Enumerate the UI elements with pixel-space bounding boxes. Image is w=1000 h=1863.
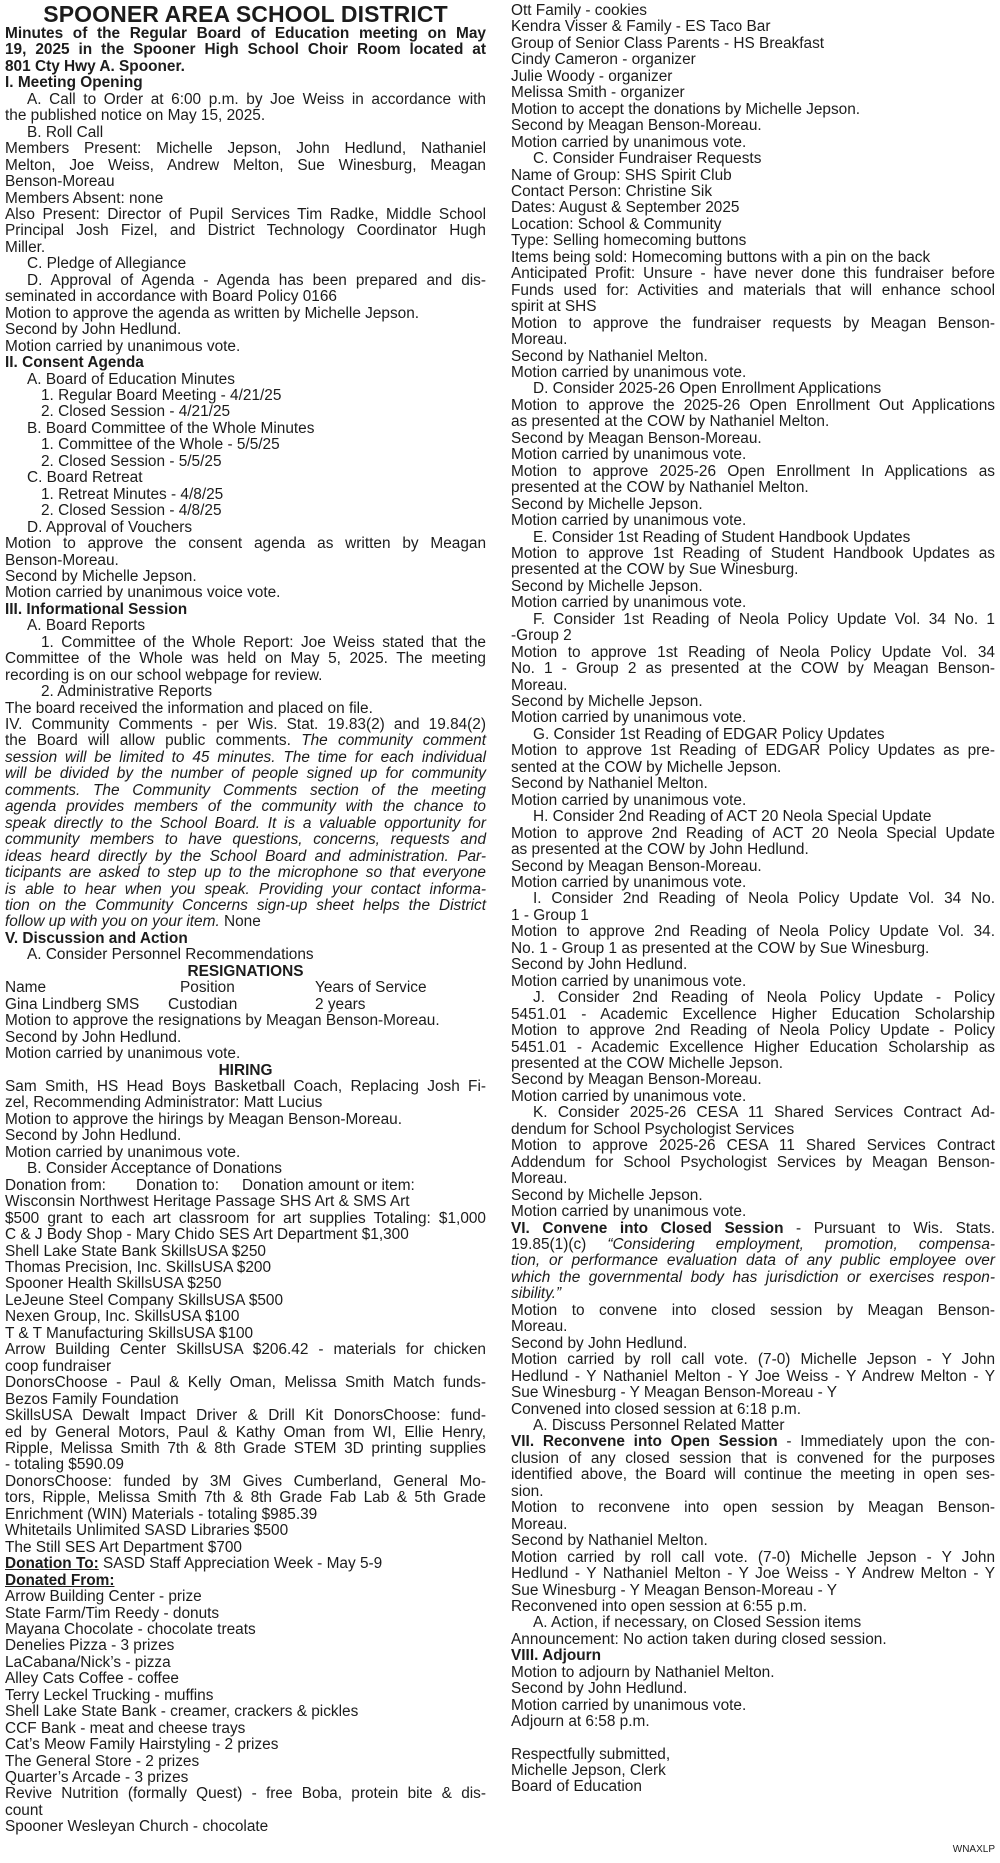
text-line: Kendra Visser & Family - ES Taco Bar [511, 18, 771, 36]
text-line: Second by John Hedlund. [5, 1028, 182, 1046]
text-line: presented at the COW Michelle Jepson. [511, 1055, 784, 1072]
text-line: Motion to approve the agenda as written by Michelle Jepson. [5, 304, 420, 322]
text-span: None [219, 913, 261, 931]
donation-line: C & J Body Shop - Mary Chido SES Art Department $1,300 [5, 1226, 409, 1244]
section-heading: VI. Convene into Closed Session [511, 1219, 784, 1237]
text-line: Motion to approve the fundraiser requests by Meagan Benson- [511, 314, 995, 332]
text-line: 1 - Group 1 [511, 906, 589, 924]
section-heading: III. Informational Session [5, 600, 188, 618]
text-line: Second by Michelle Jepson. [511, 1186, 703, 1204]
text-line: 2. Closed Session - 4/8/25 [41, 502, 222, 520]
text-line: 1. Regular Board Meeting - 4/21/25 [41, 386, 282, 404]
intro-line: 19, 2025 in the Spooner High School Choir Room located at [5, 41, 486, 59]
text-line: Motion carried by unanimous vote. [511, 363, 747, 381]
text-line [5, 1556, 486, 1572]
text-line: B. Consider Acceptance of Donations [27, 1160, 282, 1178]
text-line: C. Board Retreat [27, 469, 143, 487]
subheading-resignations: RESIGNATIONS [187, 962, 304, 980]
text-line: Motion to approve 2nd Reading of Neola Policy Update Vol. 34. [511, 923, 995, 941]
section-heading: VIII. Adjourn [511, 1647, 602, 1665]
text-line: Sue Winesburg - Y Meagan Benson-Moreau - Y [511, 1384, 837, 1402]
text-line: seminated in accordance with Board Policy 0166 [5, 288, 337, 306]
text-line: Moreau. [511, 1515, 568, 1533]
text-line: G. Consider 1st Reading of EDGAR Policy Updates [533, 725, 885, 743]
text-line: Motion carried by unanimous vote. [511, 594, 747, 612]
donation-line: tors, Ripple, Melissa Smith 7th & 8th Grade Fab Lab & 5th Grade [5, 1489, 486, 1507]
text-line: 1. Retreat Minutes - 4/8/25 [41, 485, 224, 503]
text-line: Hedlund - Y Nathaniel Melton - Y Joe Weiss - Y Andrew Melton - Y [511, 1367, 995, 1385]
text-line: Motion to approve the resignations by Meagan Benson-Moreau. [5, 1012, 440, 1030]
text-line: Motion to approve 1st Reading of Neola Policy Update Vol. 34 [511, 643, 995, 661]
donation-line: DonorsChoose: funded by 3M Gives Cumberland, General Mo- [5, 1472, 486, 1490]
text-line: 2. Closed Session - 4/21/25 [41, 403, 231, 421]
donation-line: LeJeune Steel Company SkillsUSA $500 [5, 1291, 284, 1309]
text-line: 5451.01 - Academic Excellence Higher Education Scholarship [511, 1005, 995, 1023]
text-line: The board received the information and placed on file. [5, 699, 373, 717]
text-line: Location: School & Community [511, 215, 722, 233]
donor-line: Revive Nutrition (formally Quest) - free Boba, protein bite & dis- [5, 1785, 486, 1803]
text-line: I. Consider 2nd Reading of Neola Policy Update Vol. 34 No. [533, 890, 995, 908]
text-line: No. 1 - Group 2 as presented at the COW by Meagan Benson- [511, 660, 995, 678]
text-line: A. Consider Personnel Recommendations [27, 946, 314, 964]
text-line: Second by Michelle Jepson. [511, 693, 703, 711]
text-line: J. Consider 2nd Reading of Neola Policy Update - Policy [533, 989, 995, 1007]
text-line: E. Consider 1st Reading of Student Handbook Updates [533, 528, 911, 546]
text-line: Motion carried by unanimous vote. [511, 709, 747, 727]
text-line: Adjourn at 6:58 p.m. [511, 1713, 650, 1731]
donation-line: Nexen Group, Inc. SkillsUSA $100 [5, 1308, 240, 1326]
text-line: Motion to adjourn by Nathaniel Melton. [511, 1663, 775, 1681]
text-line: Benson-Moreau [5, 173, 115, 191]
italic-line: ticipants are asked to step up to the microphone so that everyone [5, 864, 486, 882]
text-line: Board of Education [511, 1778, 642, 1796]
text-line: 2. Administrative Reports [41, 683, 213, 701]
text-line: C. Pledge of Allegiance [27, 255, 187, 273]
text-span: - Immediately upon the con- [777, 1433, 995, 1451]
donation-header-row [5, 1178, 486, 1194]
text-line: Sue Winesburg - Y Meagan Benson-Moreau - Y [511, 1581, 837, 1599]
italic-line: comments. The Community Comments section of the meeting [5, 781, 486, 799]
text-line: A. Board of Education Minutes [27, 370, 235, 388]
text-line: F. Consider 1st Reading of Neola Policy Update Vol. 34 No. 1 [533, 610, 995, 628]
text-line: Funds used for: Activities and materials that will enhance school [511, 281, 995, 299]
section-heading: I. Meeting Opening [5, 74, 143, 92]
text-line: 1. Committee of the Whole Report: Joe Weiss stated that the [41, 633, 486, 651]
text-line: Second by Michelle Jepson. [511, 495, 703, 513]
col-donation-to: Donation to: [136, 1176, 219, 1194]
donor-line: Arrow Building Center - prize [5, 1588, 202, 1606]
text-line: Convened into closed session at 6:18 p.m. [511, 1400, 802, 1418]
italic-line: speak directly to the School Board. It is a valuable opportunity for [5, 814, 486, 832]
text-line: sion. [511, 1482, 544, 1500]
text-line: Motion to reconvene into open session by Meagan Benson- [511, 1499, 995, 1517]
text-line: Second by Meagan Benson-Moreau. [511, 1071, 762, 1089]
text-line: Second by John Hedlund. [511, 1680, 688, 1698]
text-line: Motion carried by roll call vote. (7-0) Michelle Jepson - Y John [511, 1548, 995, 1566]
donor-line: Cat’s Meow Family Hairstyling - 2 prizes [5, 1736, 279, 1754]
italic-span: The community comment [301, 732, 486, 750]
donation-line: Enrichment (WIN) Materials - totaling $985.39 [5, 1505, 318, 1523]
text-line: K. Consider 2025-26 CESA 11 Shared Services Contract Ad- [533, 1104, 995, 1122]
text-line: Motion to approve 2025-26 Open Enrollment In Applications as [511, 462, 995, 480]
italic-line: will be divided by the number of people signed up for community [5, 765, 486, 783]
text-line: Addendum for School Psychologist Services by Meagan Benson- [511, 1153, 995, 1171]
text-span: 19.85(1)(c) [511, 1235, 608, 1253]
text-line: Motion carried by unanimous voice vote. [5, 584, 281, 602]
text-line: D. Consider 2025-26 Open Enrollment Applications [533, 380, 882, 398]
text-line: Motion carried by unanimous vote. [511, 1696, 747, 1714]
text-line [5, 914, 486, 930]
italic-line: tion on the Community Concerns sign-up sheet helps the District [5, 897, 486, 915]
right-column [511, 3, 995, 1796]
text-line: Michelle Jepson, Clerk [511, 1762, 666, 1780]
donated-from-label: Donated From: [5, 1571, 115, 1589]
text-line: as presented at the COW by Nathaniel Melton. [511, 413, 830, 431]
text-line: Motion to approve 2025-26 CESA 11 Shared Services Contract [511, 1137, 995, 1155]
text-line: IV. Community Comments - per Wis. Stat. 19.83(2) and 19.84(2) [5, 716, 486, 734]
donor-line: Spooner Wesleyan Church - chocolate [5, 1818, 269, 1836]
resignation-row [5, 997, 486, 1013]
text-line [511, 1237, 995, 1253]
text-line: Second by John Hedlund. [5, 1127, 182, 1145]
text-line: which the governmental body has jurisdiction or exercises respon- [511, 1268, 995, 1286]
text-line: Second by Michelle Jepson. [5, 567, 197, 585]
donor-line: count [5, 1801, 43, 1819]
text-line [5, 733, 486, 749]
text-line: Motion carried by unanimous vote. [511, 874, 747, 892]
donor-line: The General Store - 2 prizes [5, 1752, 200, 1770]
text-line: Motion carried by unanimous vote. [5, 1143, 241, 1161]
text-line: Melton, Joe Weiss, Andrew Melton, Sue Winesburg, Meagan [5, 156, 486, 174]
donor-line: CCF Bank - meat and cheese trays [5, 1719, 246, 1737]
cell-position: Custodian [168, 995, 238, 1013]
text-line: Second by Nathaniel Melton. [511, 775, 708, 793]
text-line: Miller. [5, 238, 46, 256]
donation-line: Wisconsin Northwest Heritage Passage SHS Art & SMS Art [5, 1193, 410, 1211]
text-line: Motion to approve 1st Reading of EDGAR Policy Updates as pre- [511, 742, 995, 760]
section-heading: VII. Reconvene into Open Session [511, 1433, 778, 1451]
donation-line: SkillsUSA Dewalt Impact Driver & Drill Kit DonorsChoose: fund- [5, 1407, 486, 1425]
text-line: Moreau. [511, 1170, 568, 1188]
donation-line: T & T Manufacturing SkillsUSA $100 [5, 1324, 254, 1342]
text-line [511, 1221, 995, 1237]
col-donation-from: Donation from: [5, 1176, 106, 1194]
text-line: Motion carried by unanimous vote. [511, 791, 747, 809]
text-line: Second by John Hedlund. [5, 321, 182, 339]
italic-line: session will be limited to 45 minutes. The time for each individual [5, 748, 486, 766]
intro-line: Minutes of the Regular Board of Education meeting on May [5, 25, 486, 42]
text-line: Motion to approve 1st Reading of Student Handbook Updates as [511, 544, 995, 562]
donations-list [5, 1194, 486, 1556]
text-line: identified above, the Board will continue the meeting in open ses- [511, 1466, 995, 1484]
text-line: H. Consider 2nd Reading of ACT 20 Neola Special Update [533, 808, 932, 826]
donors-list [5, 1589, 486, 1836]
text-line: Hedlund - Y Nathaniel Melton - Y Joe Weiss - Y Andrew Melton - Y [511, 1565, 995, 1583]
text-line: -Group 2 [511, 627, 572, 645]
text-line: spirit at SHS [511, 298, 597, 316]
italic-span: “Considering employment, promotion, compensa- [607, 1235, 995, 1253]
text-line: Motion to approve the consent agenda as written by Meagan [5, 535, 486, 553]
text-line: Second by John Hedlund. [511, 956, 688, 974]
donor-line: Shell Lake State Bank - creamer, crackers & pickles [5, 1703, 359, 1721]
donation-to-label: Donation To: [5, 1555, 99, 1573]
text-line: Contact Person: Christine Sik [511, 182, 713, 200]
text-line: Second by Meagan Benson-Moreau. [511, 429, 762, 447]
text-line: Reconvened into open session at 6:55 p.m. [511, 1597, 808, 1615]
donation-line: Bezos Family Foundation [5, 1390, 179, 1408]
donation-line: Ripple, Melissa Smith 7th & 8th Grade STEM 3D printing supplies [5, 1439, 486, 1457]
text-line: as presented at the COW by John Hedlund. [511, 841, 809, 859]
text-line: A. Board Reports [27, 617, 146, 635]
text-span: - Pursuant to Wis. Stats. [783, 1219, 995, 1237]
text-line: Motion to convene into closed session by Meagan Benson- [511, 1301, 995, 1319]
text-line: Anticipated Profit: Unsure - have never done this fundraiser before [511, 265, 995, 283]
text-line: Second by Michelle Jepson. [511, 577, 703, 595]
text-line: Group of Senior Class Parents - HS Breakfast [511, 34, 825, 52]
text-line: Second by Meagan Benson-Moreau. [511, 117, 762, 135]
text-line: C. Consider Fundraiser Requests [533, 150, 762, 168]
text-line: Julie Woody - organizer [511, 67, 673, 85]
text-line: B. Board Committee of the Whole Minutes [27, 419, 315, 437]
text-line: 2. Closed Session - 5/5/25 [41, 452, 222, 470]
donor-line: Terry Leckel Trucking - muffins [5, 1686, 214, 1704]
text-line: Name of Group: SHS Spirit Club [511, 166, 732, 184]
cell-name: Gina Lindberg SMS [5, 995, 140, 1013]
text-line: presented at the COW by Nathaniel Melton. [511, 479, 809, 497]
donation-line: Whitetails Unlimited SASD Libraries $500 [5, 1522, 289, 1540]
intro-line: 801 Cty Hwy A. Spooner. [5, 57, 185, 75]
donor-line: Quarter’s Arcade - 3 prizes [5, 1769, 189, 1787]
text-line: Moreau. [511, 676, 568, 694]
text-line: B. Roll Call [27, 123, 104, 141]
italic-line: community members to have questions, concerns, requests and [5, 831, 486, 849]
text-line: presented at the COW by Sue Winesburg. [511, 561, 799, 579]
text-line: Also Present: Director of Pupil Services Tim Radke, Middle School [5, 205, 486, 223]
donation-line: coop fundraiser [5, 1357, 112, 1375]
donation-line: The Still SES Art Department $700 [5, 1538, 242, 1556]
text-line: Ott Family - cookies [511, 2, 647, 19]
donation-line: - totaling $590.09 [5, 1456, 124, 1474]
text-line: Motion to approve 2nd Reading of Neola Policy Update - Policy [511, 1022, 995, 1040]
italic-line: agenda provides members of the community with the chance to [5, 798, 486, 816]
donor-line: LaCabana/Nick’s - pizza [5, 1653, 171, 1671]
text-line: Melissa Smith - organizer [511, 84, 685, 102]
text-line: Motion carried by unanimous vote. [5, 337, 241, 355]
text-line: dendum for School Psychologist Services [511, 1120, 795, 1138]
text-line: Motion to approve the 2025-26 Open Enrollment Out Applications [511, 396, 995, 414]
text-line: Moreau. [511, 1318, 568, 1336]
donation-line: ed by General Motors, Paul & Kathy Oman from WI, Ellie Henry, [5, 1423, 486, 1441]
footer-code: WNAXLP [952, 1844, 995, 1855]
section-heading: V. Discussion and Action [5, 929, 188, 947]
text-line: the published notice on May 15, 2025. [5, 107, 266, 125]
text-line: Members Absent: none [5, 189, 164, 207]
section-heading: II. Consent Agenda [5, 354, 144, 372]
text-line: sibility.” [511, 1285, 562, 1303]
col-years: Years of Service [315, 979, 427, 997]
text-line: A. Discuss Personnel Related Matter [533, 1416, 785, 1434]
text-line: D. Approval of Agenda - Agenda has been prepared and dis- [27, 271, 486, 289]
left-column [5, 3, 486, 1836]
donation-line: $500 grant to each art classroom for art supplies Totaling: $1,000 [5, 1209, 486, 1227]
text-line: Principal Josh Fizel, and District Technology Coordinator Hugh [5, 222, 486, 240]
donor-line: Alley Cats Coffee - coffee [5, 1670, 179, 1688]
text-line: recording is on our school webpage for review. [5, 666, 323, 684]
text-line: No. 1 - Group 1 as presented at the COW by Sue Winesburg. [511, 939, 930, 957]
text-line: Benson-Moreau. [5, 551, 119, 569]
text-line: Second by John Hedlund. [511, 1334, 688, 1352]
text-line: sented at the COW by Michelle Jepson. [511, 758, 782, 776]
text-line: tion, or performance evaluation data of any public employee over [511, 1252, 995, 1270]
text-line: D. Approval of Vouchers [27, 518, 193, 536]
text-line: Motion to accept the donations by Michelle Jepson. [511, 100, 861, 118]
text-line: zel, Recommending Administrator: Matt Lucius [5, 1094, 323, 1112]
text-line: Respectfully submitted, [511, 1745, 671, 1763]
donation-line: Arrow Building Center SkillsUSA $206.42 - materials for chicken [5, 1341, 486, 1359]
text-line [511, 1434, 995, 1450]
text-line: Second by Nathaniel Melton. [511, 1532, 708, 1550]
italic-line: is able to hear when you speak. Providing your contact informa- [5, 880, 486, 898]
document-title: SPOONER AREA SCHOOL DISTRICT [43, 1, 448, 27]
text-line: Committee of the Whole was held on May 5, 2025. The meeting [5, 650, 486, 668]
text-line: A. Call to Order at 6:00 p.m. by Joe Weiss in accordance with [27, 90, 486, 108]
donation-line: Spooner Health SkillsUSA $250 [5, 1275, 222, 1293]
text-line: Items being sold: Homecoming buttons with a pin on the back [511, 248, 931, 266]
text-line: 1. Committee of the Whole - 5/5/25 [41, 436, 280, 454]
col-donation-amount: Donation amount or item: [242, 1176, 415, 1194]
text-line: clusion of any closed session that is convened for the purposes [511, 1449, 995, 1467]
text-line: Second by Nathaniel Melton. [511, 347, 708, 365]
text-line: Motion carried by unanimous vote. [511, 512, 747, 530]
donor-line: Denelies Pizza - 3 prizes [5, 1637, 175, 1655]
text-line: Motion carried by unanimous vote. [511, 1087, 747, 1105]
text-span: the Board will allow public comments. [5, 732, 291, 750]
text-line: Dates: August & September 2025 [511, 199, 740, 217]
text-line: Motion to approve the hirings by Meagan Benson-Moreau. [5, 1110, 402, 1128]
text-line: Motion to approve 2nd Reading of ACT 20 Neola Special Update [511, 824, 995, 842]
donation-line: Shell Lake State Bank SkillsUSA $250 [5, 1242, 266, 1260]
text-line: A. Action, if necessary, on Closed Session items [533, 1614, 862, 1632]
text-line: Second by Meagan Benson-Moreau. [511, 857, 762, 875]
subheading-hiring: HIRING [218, 1061, 273, 1079]
text-line: Motion carried by unanimous vote. [5, 1045, 241, 1063]
text-line: Motion carried by unanimous vote. [511, 446, 747, 464]
text-line: Announcement: No action taken during closed session. [511, 1630, 887, 1648]
col-position: Position [180, 979, 235, 997]
text-line: Motion carried by unanimous vote. [511, 133, 747, 151]
donor-line: Mayana Chocolate - chocolate treats [5, 1620, 256, 1638]
italic-span: follow up with you on your item. [5, 913, 220, 931]
text-line: Sam Smith, HS Head Boys Basketball Coach, Replacing Josh Fi- [5, 1078, 486, 1095]
text-line: Members Present: Michelle Jepson, John Hedlund, Nathaniel [5, 140, 486, 158]
text-line: Motion carried by roll call vote. (7-0) Michelle Jepson - Y John [511, 1351, 995, 1369]
text-line: 5451.01 - Academic Excellence Higher Education Scholarship as [511, 1038, 995, 1056]
text-line: Type: Selling homecoming buttons [511, 232, 747, 250]
donation-line: DonorsChoose - Paul & Kelly Oman, Melissa Smith Match funds- [5, 1374, 486, 1392]
text-line: Motion carried by unanimous vote. [511, 1203, 747, 1221]
text-line: Motion carried by unanimous vote. [511, 972, 747, 990]
donor-line: State Farm/Tim Reedy - donuts [5, 1604, 220, 1622]
resignation-header-row [5, 980, 486, 996]
text-line: Moreau. [511, 331, 568, 349]
text-span: SASD Staff Appreciation Week - May 5-9 [98, 1555, 383, 1573]
cell-years: 2 years [315, 995, 366, 1013]
donation-line: Thomas Precision, Inc. SkillsUSA $200 [5, 1258, 272, 1276]
col-name: Name [5, 979, 47, 997]
text-line: Cindy Cameron - organizer [511, 51, 696, 69]
italic-line: ideas heard directly by the School Board and administration. Par- [5, 847, 486, 865]
blank-line [511, 1731, 995, 1747]
